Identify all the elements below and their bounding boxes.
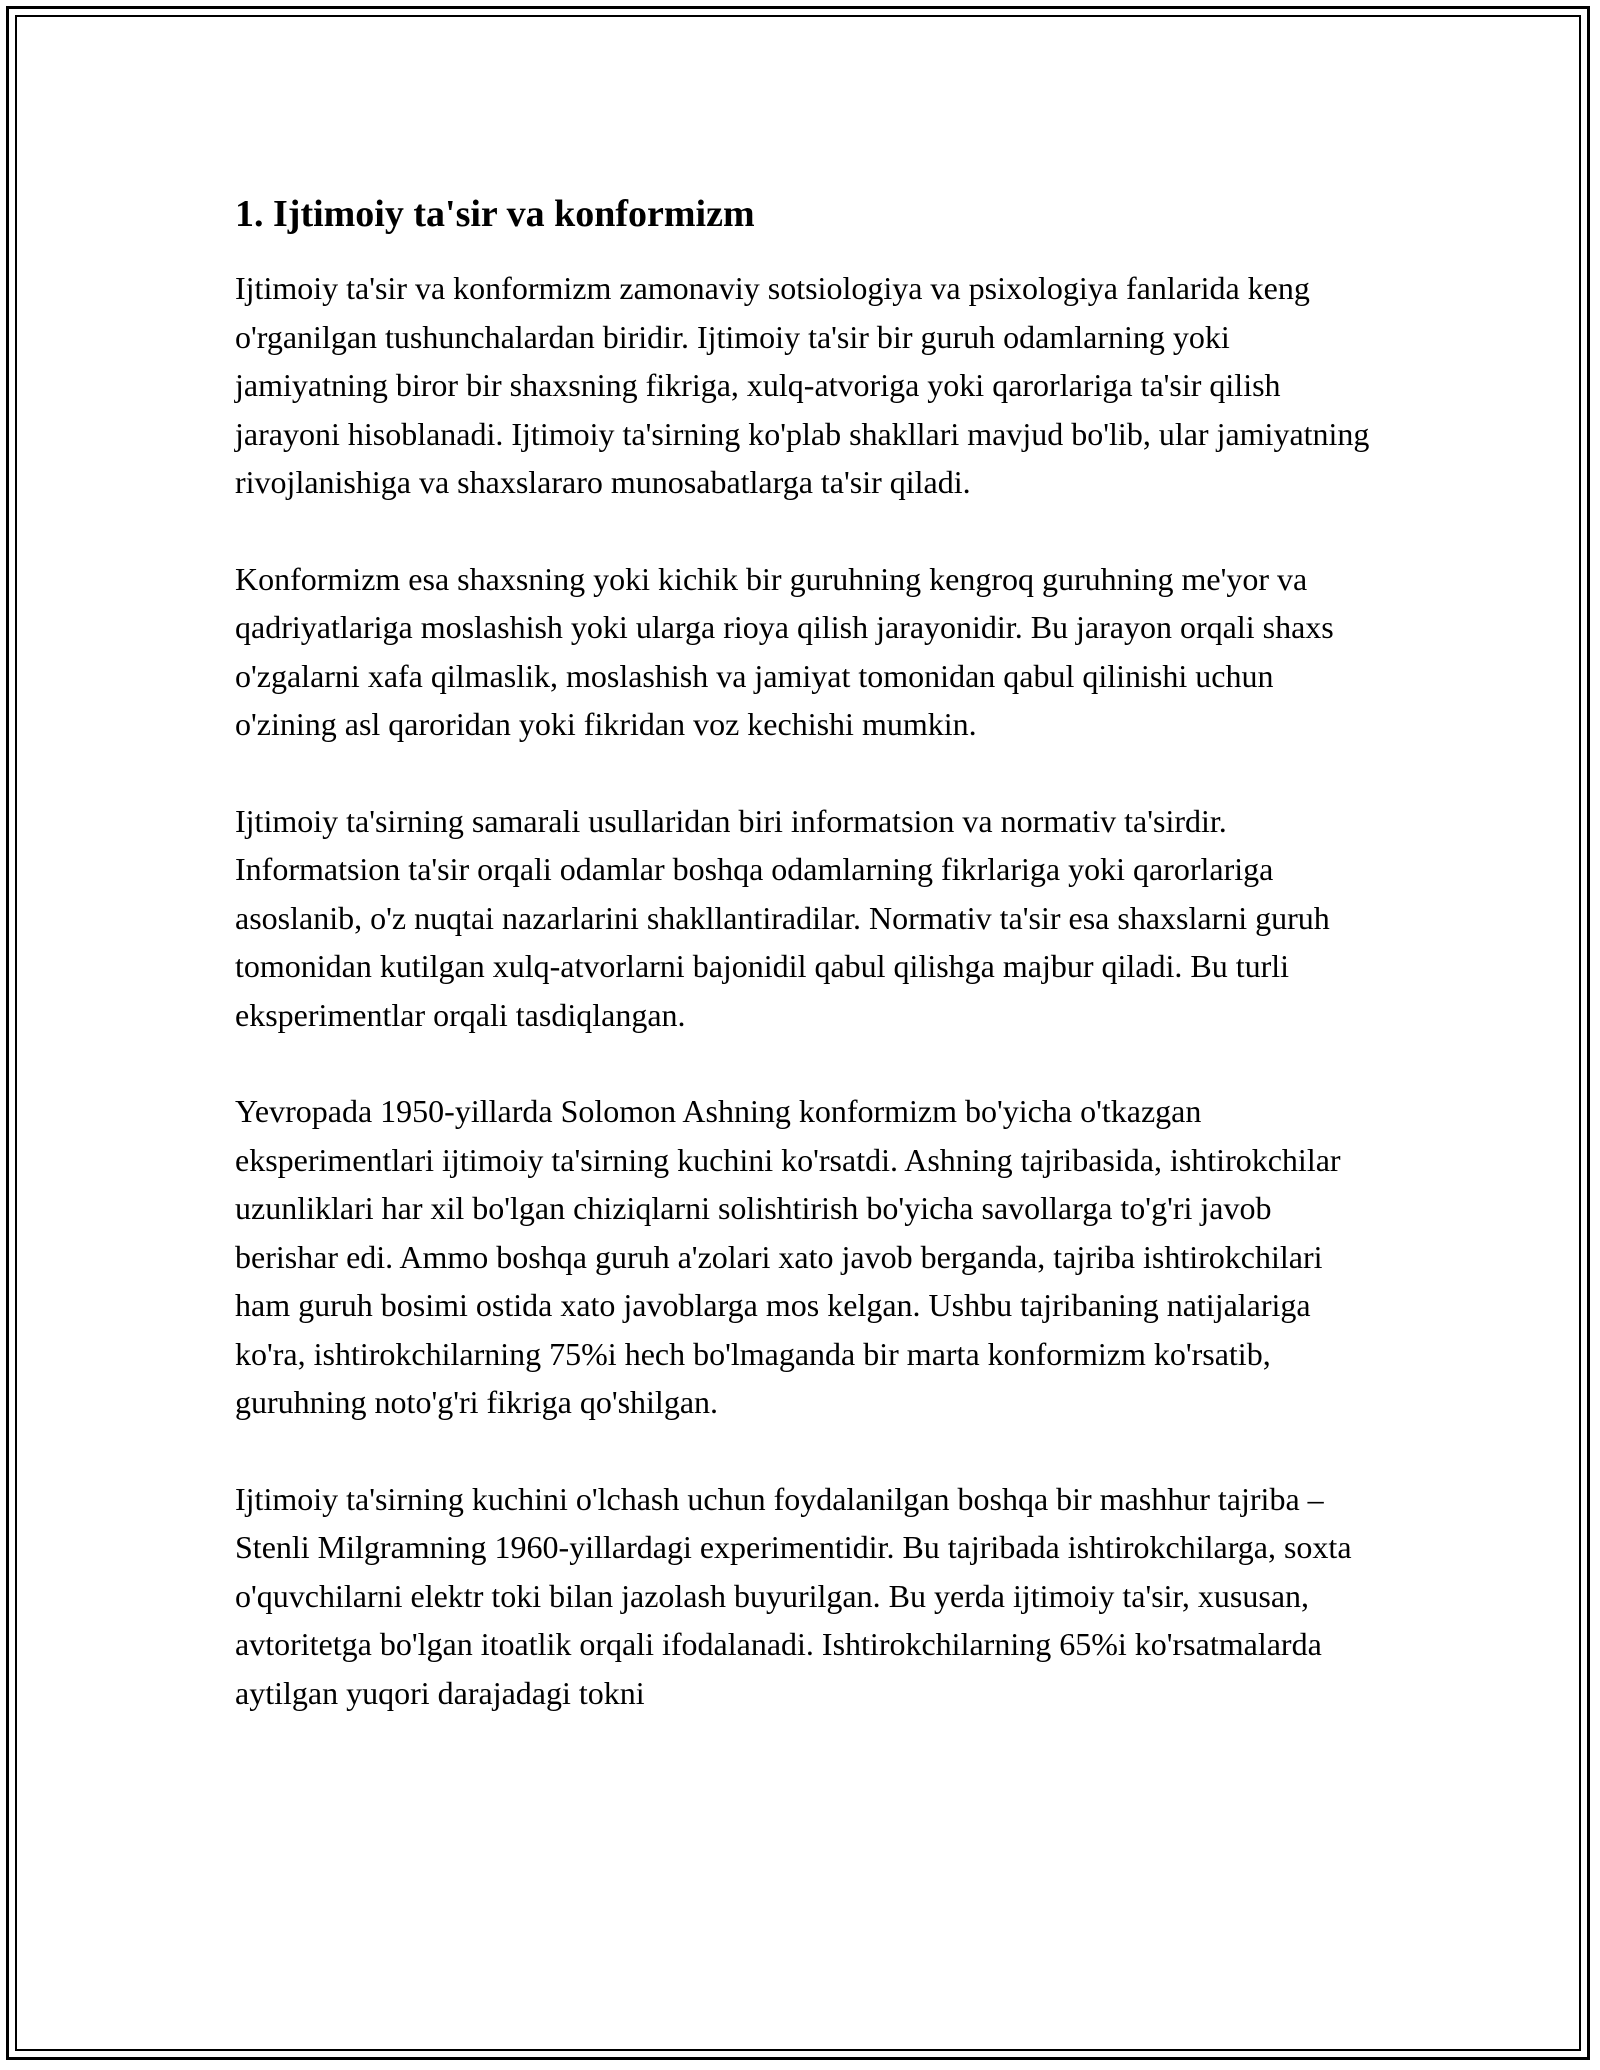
section-heading: 1. Ijtimoiy ta'sir va konformizm	[235, 193, 755, 235]
document-body	[235, 186, 1375, 1765]
paragraph-1: Ijtimoiy ta'sir va konformizm zamonaviy sotsiologiya va psixologiya fanlarida keng o'rganilgan tushunchalardan biridir. Ijtimoiy ta'sir bir guruh odamlarning yoki jamiyatning biror bir shaxsning fikriga, xulq-atvoriga yoki qarorlariga ta'sir qilish jarayoni hisoblanadi. Ijtimoiy ta'sirning ko'plab shakllari mavjud bo'lib, ular jamiyatning rivojlanishiga va shaxslararo munosabatlarga ta'sir qiladi.	[235, 270, 1370, 500]
paragraph-5: Ijtimoiy ta'sirning kuchini o'lchash uchun foydalanilgan boshqa bir mashhur tajriba – Stenli Milgramning 1960-yillardagi experimentidir. Bu tajribada ishtirokchilarga, soxta o'quvchilarni elektr toki bilan jazolash buyurilgan. Bu yerda ijtimoiy ta'sir, xususan, avtoritetga bo'lgan itoatlik orqali ifodalanadi. Ishtirokchilarning 65%i ko'rsatmalarda aytilgan yuqori darajadagi tokni	[235, 1480, 1352, 1711]
paragraph-4: Yevropada 1950-yillarda Solomon Ashning konformizm bo'yicha o'tkazgan eksperimentlari ijtimoiy ta'sirning kuchini ko'rsatdi. Ashning tajribasida, ishtirokchilar uzunliklari har xil bo'lgan chiziqlarni solishtirish bo'yicha savollarga to'g'ri javob berishar edi. Ammo boshqa guruh a'zolari xato javob berganda, tajriba ishtirokchilari ham guruh bosimi ostida xato javoblarga mos kelgan. Ushbu tajribaning natijalariga ko'ra, ishtirokchilarning 75%i hech bo'lmaganda bir marta konformizm ko'rsatib, guruhning noto'g'ri fikriga qo'shilgan.	[235, 1093, 1341, 1420]
paragraph-3: Ijtimoiy ta'sirning samarali usullaridan biri informatsion va normativ ta'sirdir. Informatsion ta'sir orqali odamlar boshqa odamlarning fikrlariga yoki qarorlariga asoslanib, o'z nuqtai nazarlarini shakllantiradilar. Normativ ta'sir esa shaxslarni guruh tomonidan kutilgan xulq-atvorlarni bajonidil qabul qilishga majbur qiladi. Bu turli eksperimentlar orqali tasdiqlangan.	[235, 802, 1330, 1033]
paragraph-2: Konformizm esa shaxsning yoki kichik bir guruhning kengroq guruhning me'yor va qadriyatlariga moslashish yoki ularga rioya qilish jarayonidir. Bu jarayon orqali shaxs o'zgalarni xafa qilmaslik, moslashish va jamiyat tomonidan qabul qilinishi uchun o'zining asl qaroridan yoki fikridan voz kechishi mumkin.	[235, 560, 1334, 742]
